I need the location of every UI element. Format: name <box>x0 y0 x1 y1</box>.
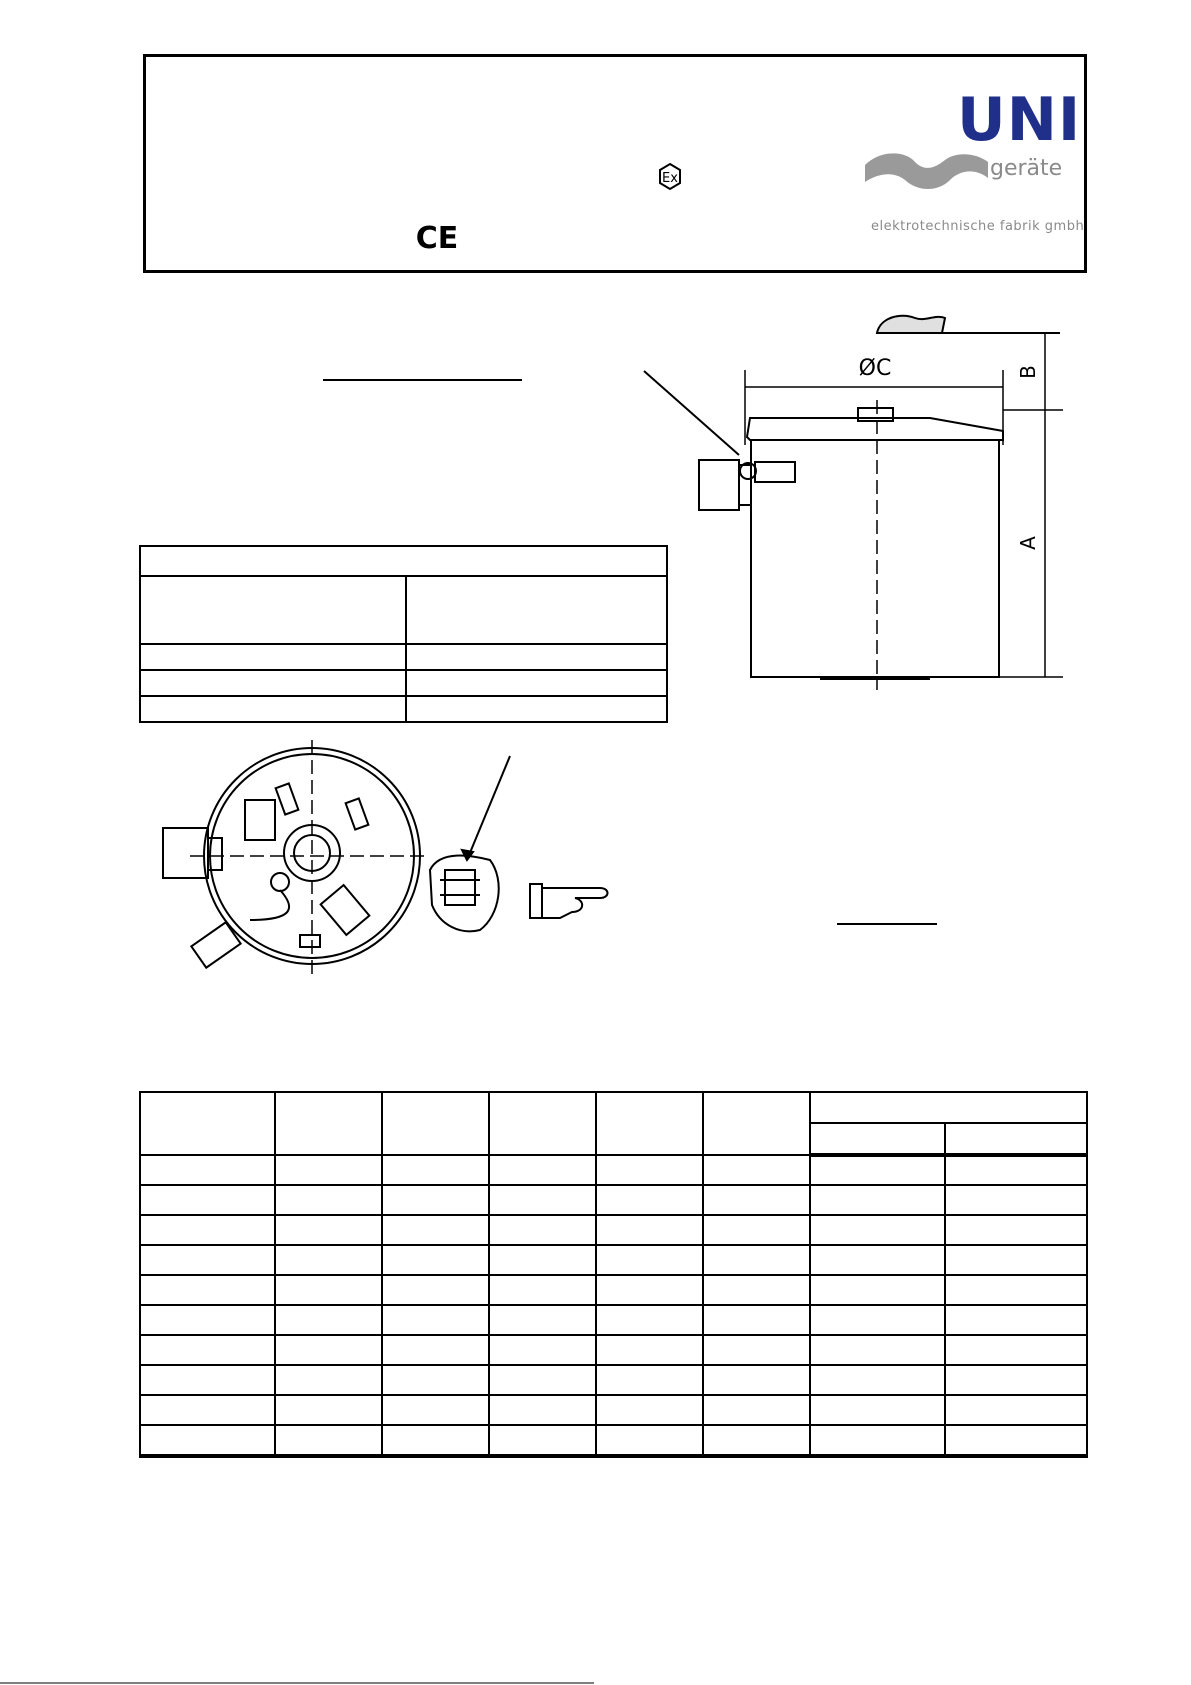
table-row <box>140 1365 1087 1395</box>
ex-mark-text: Ex <box>662 171 678 186</box>
table-row <box>140 1335 1087 1365</box>
table-row <box>140 1425 1087 1456</box>
table-row <box>140 696 667 722</box>
ex-mark-icon <box>660 164 680 189</box>
table-row <box>140 546 667 576</box>
table-row <box>140 644 667 670</box>
table-row <box>140 1155 1087 1185</box>
logo-swoosh-icon <box>865 153 988 189</box>
table-row <box>140 1185 1087 1215</box>
dim-b-label: B <box>1016 365 1040 379</box>
logo-geraete: geräte <box>990 156 1063 181</box>
spec-table <box>139 545 668 723</box>
table-row <box>140 1215 1087 1245</box>
table-row <box>140 576 667 644</box>
logo-uni: UNI <box>957 85 1082 155</box>
table-row <box>140 1305 1087 1335</box>
ce-mark: CE <box>415 221 459 256</box>
leader-line-top <box>644 371 739 455</box>
table-row <box>140 1395 1087 1425</box>
table-row <box>140 670 667 696</box>
dimension-table <box>139 1091 1088 1458</box>
dim-a-label: A <box>1016 536 1040 550</box>
dim-c-label: ØC <box>858 356 892 381</box>
housing-top-view <box>163 740 608 975</box>
table-row <box>140 1245 1087 1275</box>
table-row <box>140 1275 1087 1305</box>
logo-company: elektrotechnische fabrik gmbh <box>871 219 1085 234</box>
table-header-row <box>140 1092 1087 1123</box>
